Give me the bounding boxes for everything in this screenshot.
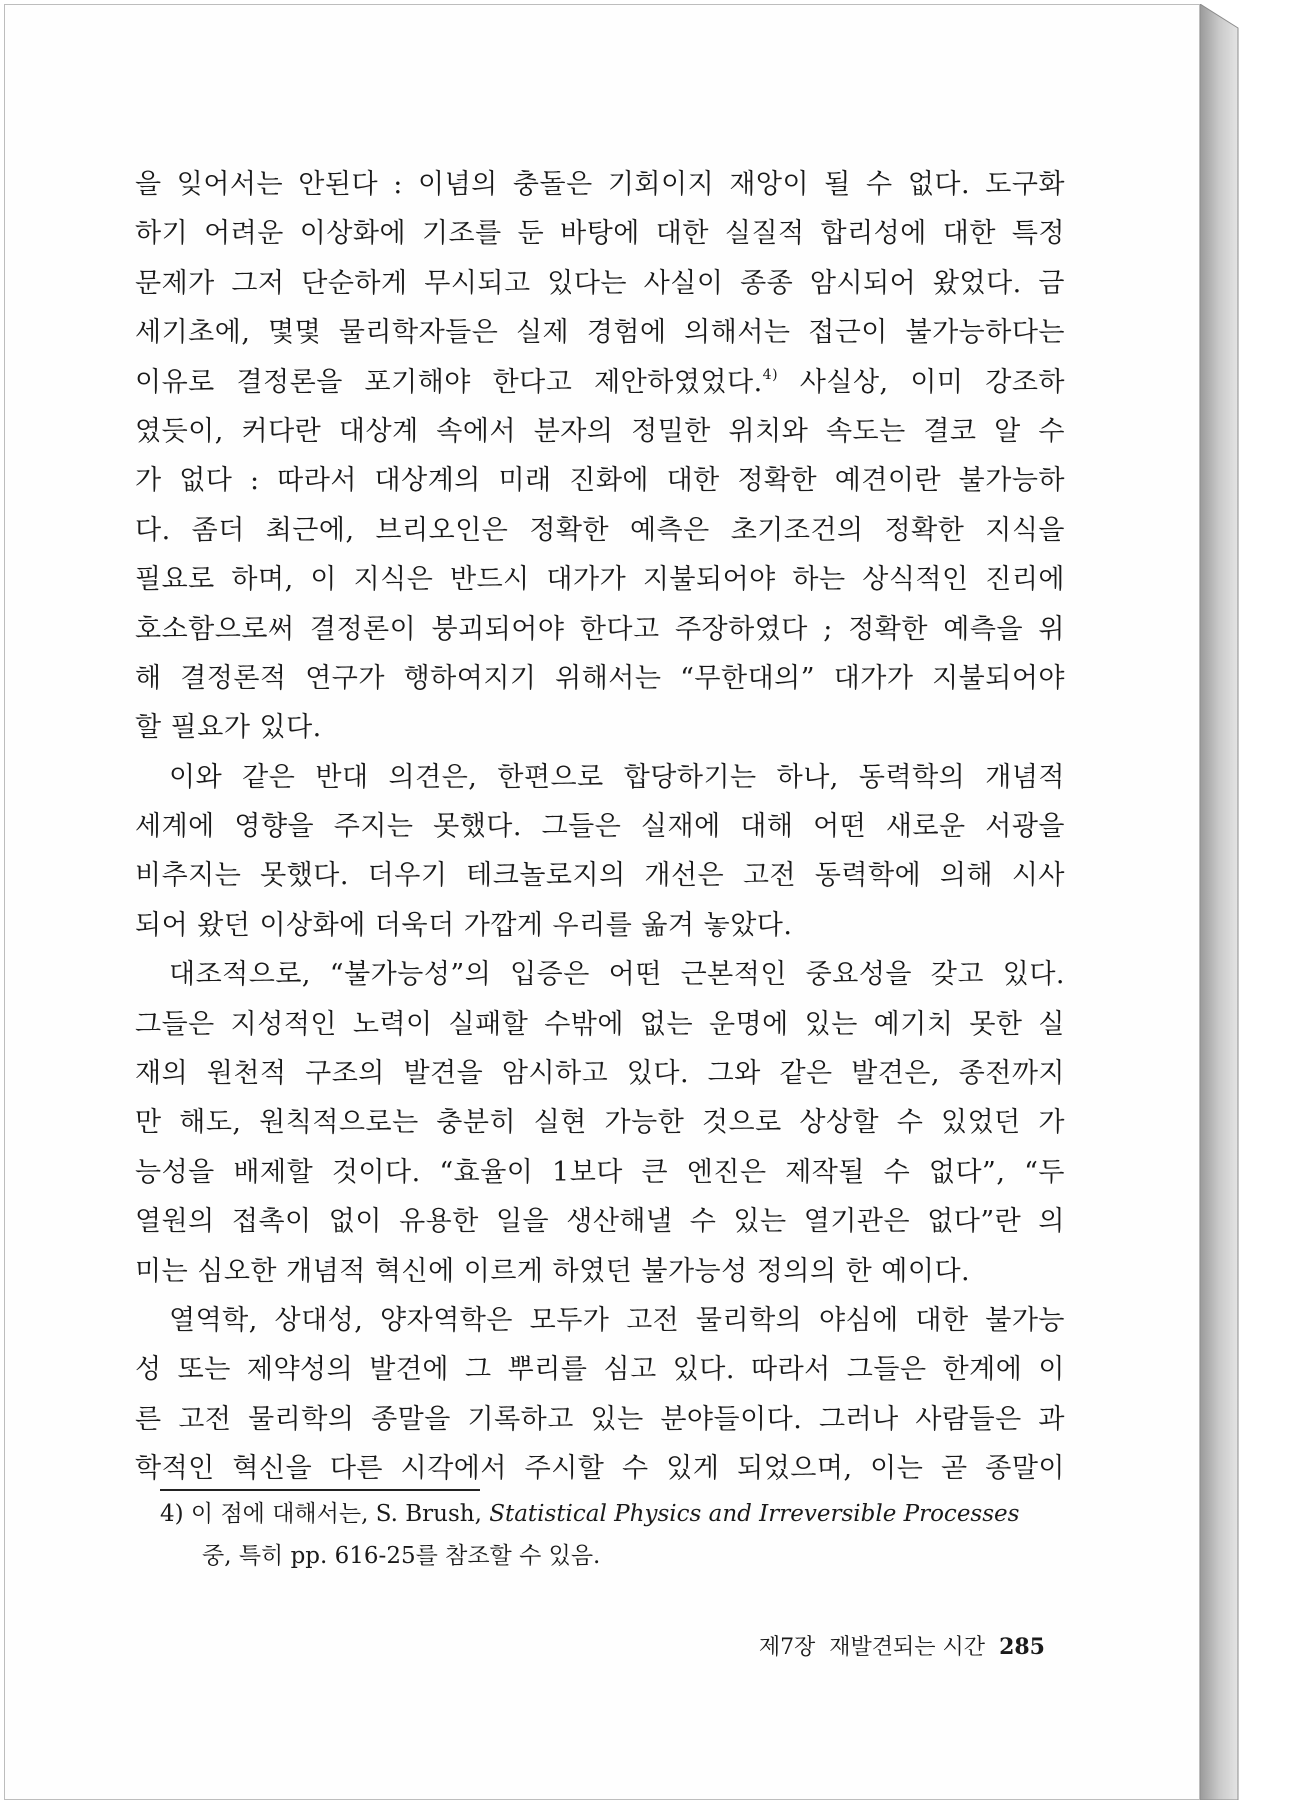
footnote-lead: 이 점에 대해서는, S. Brush, bbox=[190, 1501, 482, 1527]
body-line: 호소함으로써 결정론이 붕괴되어야 한다고 주장하였다 ; 정확한 예측을 위 bbox=[135, 613, 1065, 645]
body-line: 세기초에, 몇몇 물리학자들은 실제 경험에 의해서는 접근이 불가능하다는 bbox=[135, 317, 1065, 349]
body-line: 열역학, 상대성, 양자역학은 모두가 고전 물리학의 야심에 대한 불가능 bbox=[169, 1304, 1065, 1336]
running-footer bbox=[700, 1630, 1045, 1661]
footnote-divider bbox=[160, 1489, 480, 1491]
body-line-text: 이유로 결정론을 포기해야 한다고 제안하였었다. bbox=[135, 366, 763, 398]
body-line: 만 해도, 원칙적으로는 충분히 실현 가능한 것으로 상상할 수 있었던 가 bbox=[135, 1107, 1065, 1139]
body-line: 문제가 그저 단순하게 무시되고 있다는 사실이 종종 암시되어 왔었다. 금 bbox=[135, 267, 1065, 299]
body-line: 학적인 혁신을 다른 시각에서 주시할 수 있게 되었으며, 이는 곧 종말이 bbox=[135, 1453, 1065, 1485]
body-line: 그들은 지성적인 노력이 실패할 수밖에 없는 운명에 있는 예기치 못한 실 bbox=[135, 1008, 1065, 1040]
body-line: 재의 원천적 구조의 발견을 암시하고 있다. 그와 같은 발견은, 종전까지 bbox=[135, 1058, 1065, 1090]
body-line: 였듯이, 커다란 대상계 속에서 분자의 정밀한 위치와 속도는 결코 알 수 bbox=[135, 415, 1065, 447]
footnote-ref[interactable]: 4) bbox=[762, 366, 779, 383]
body-line: 이와 같은 반대 의견은, 한편으로 합당하기는 하나, 동력학의 개념적 bbox=[169, 761, 1065, 793]
body-line-tail: 사실상, 이미 강조하 bbox=[799, 366, 1065, 398]
body-line: 되어 왔던 이상화에 더욱더 가깝게 우리를 옮겨 놓았다. bbox=[135, 909, 793, 941]
body-line: 른 고전 물리학의 종말을 기록하고 있는 분야들이다. 그러나 사람들은 과 bbox=[135, 1403, 1065, 1435]
body-line: 비추지는 못했다. 더우기 테크놀로지의 개선은 고전 동력학에 의해 시사 bbox=[135, 860, 1065, 892]
body-line: 미는 심오한 개념적 혁신에 이르게 하였던 불가능성 정의의 한 예이다. bbox=[135, 1255, 971, 1287]
body-line: 가 없다 : 따라서 대상계의 미래 진화에 대한 정확한 예견이란 불가능하 bbox=[135, 465, 1065, 497]
body-line: 세계에 영향을 주지는 못했다. 그들은 실재에 대해 어떤 새로운 서광을 bbox=[135, 811, 1065, 843]
page-number: 285 bbox=[999, 1634, 1045, 1660]
body-line: 필요로 하며, 이 지식은 반드시 대가가 지불되어야 하는 상식적인 진리에 bbox=[135, 564, 1065, 596]
body-line: 능성을 배제할 것이다. “효율이 1보다 큰 엔진은 제작될 수 없다”, “두 bbox=[135, 1156, 1065, 1188]
body-line: 할 필요가 있다. bbox=[135, 712, 322, 744]
page-edge bbox=[1200, 4, 1250, 1800]
body-line: 대조적으로, “불가능성”의 입증은 어떤 근본적인 중요성을 갖고 있다. bbox=[169, 959, 1065, 991]
body-line: 하기 어려운 이상화에 기조를 둔 바탕에 대한 실질적 합리성에 대한 특정 bbox=[135, 218, 1065, 250]
body-text bbox=[135, 160, 1065, 1494]
body-line: 성 또는 제약성의 발견에 그 뿌리를 심고 있다. 따라서 그들은 한계에 이 bbox=[135, 1354, 1065, 1386]
footnote-number: 4) bbox=[160, 1501, 184, 1527]
body-line: 열원의 접촉이 없이 유용한 일을 생산해낼 수 있는 열기관은 없다”란 의 bbox=[135, 1206, 1065, 1238]
body-line: 해 결정론적 연구가 행하여지기 위해서는 “무한대의” 대가가 지불되어야 bbox=[135, 662, 1065, 694]
footnote-line bbox=[160, 1493, 1068, 1535]
footnote-title: Statistical Physics and Irreversible Processes bbox=[489, 1501, 1020, 1527]
body-line-with-footnote-ref bbox=[135, 358, 1065, 407]
footnote bbox=[160, 1493, 1068, 1577]
body-line: 을 잊어서는 안된다 : 이념의 충돌은 기회이지 재앙이 될 수 없다. 도구화 bbox=[135, 169, 1065, 200]
footnote-continuation: 중, 특히 pp. 616-25를 참조할 수 있음. bbox=[202, 1543, 601, 1569]
body-line: 다. 좀더 최근에, 브리오인은 정확한 예측은 초기조건의 정확한 지식을 bbox=[135, 514, 1065, 546]
chapter-title: 제7장 재발견되는 시간 bbox=[758, 1635, 986, 1660]
